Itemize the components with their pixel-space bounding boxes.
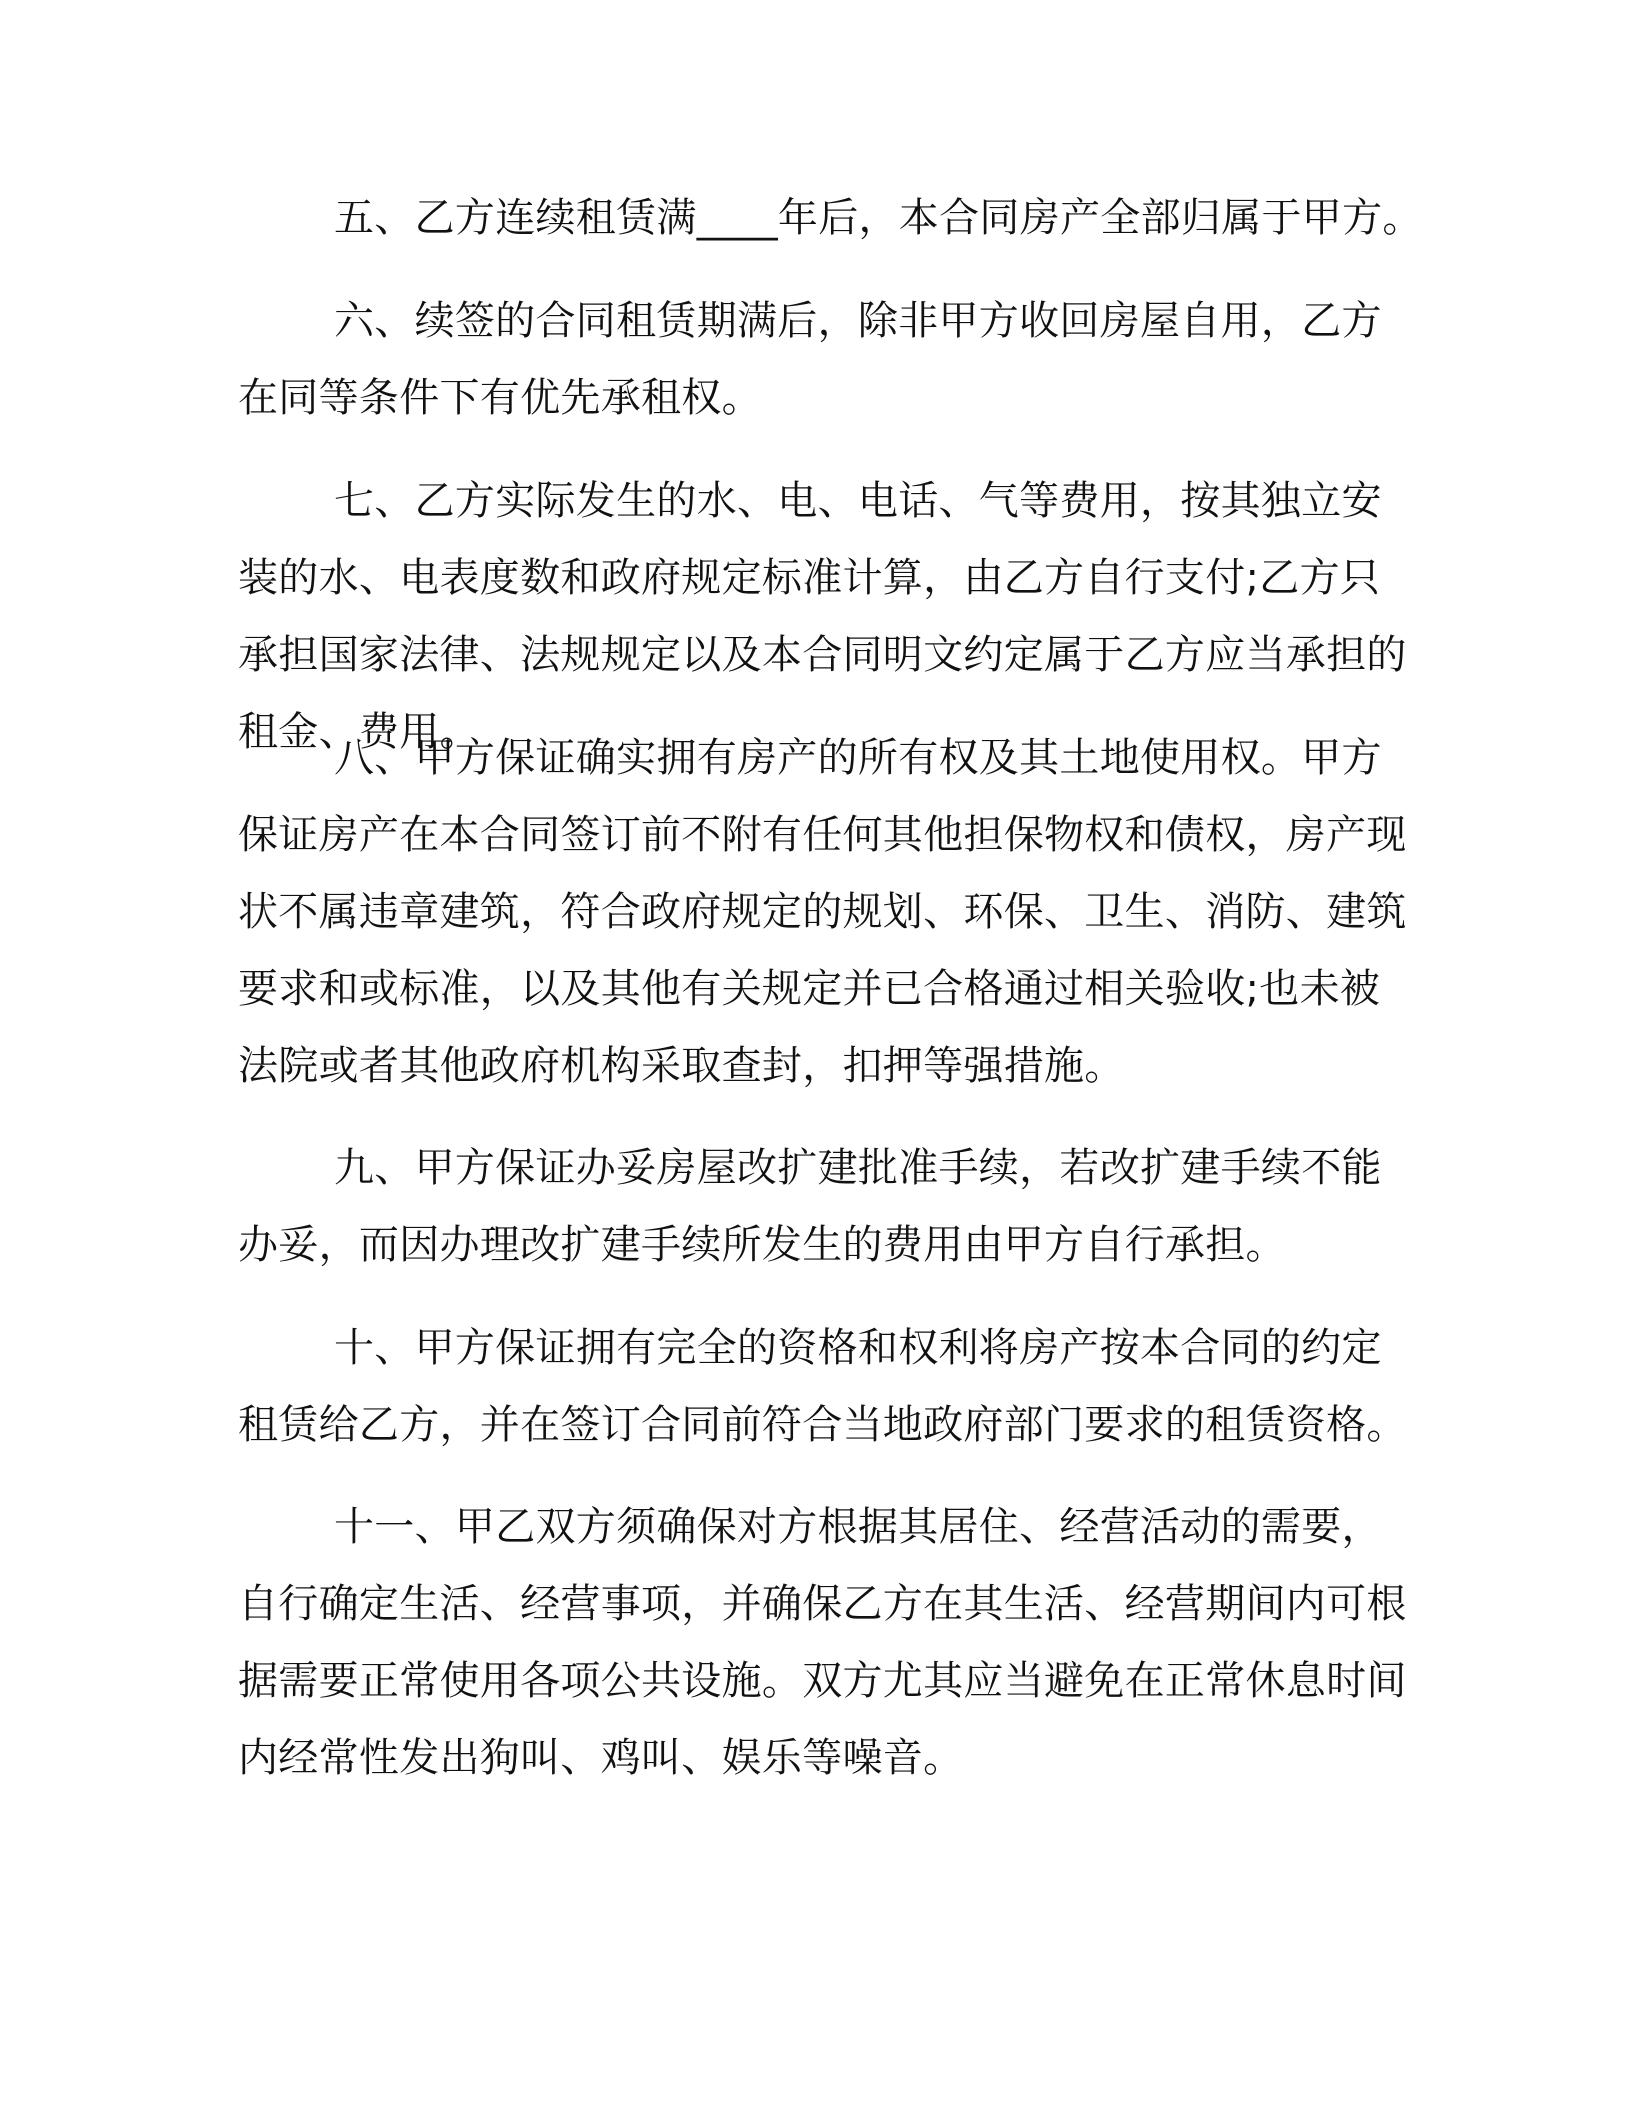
clause-10: 十、甲方保证拥有完全的资格和权利将房产按本合同的约定租赁给乙方，并在签订合同前符合当地政府部门要求的租赁资格。 xyxy=(238,1325,1407,1448)
clause-8: 八、甲方保证确实拥有房产的所有权及其土地使用权。甲方保证房产在本合同签订前不附有任何其他担保物权和债权，房产现状不属违章建筑，符合政府规定的规划、环保、卫生、消防、建筑要求和或标准，以及其他有关规定并已合格通过相关验收;也未被法院或者其他政府机构采取查封，扣押等强措施。 xyxy=(238,735,1407,1089)
clause-11: 十一、甲乙双方须确保对方根据其居住、经营活动的需要，自行确定生活、经营事项，并确保乙方在其生活、经营期间内可根据需要正常使用各项公共设施。双方尤其应当避免在正常休息时间内经常性发出狗叫、鸡叫、娱乐等噪音。 xyxy=(238,1504,1407,1781)
clause-7: 七、乙方实际发生的水、电、电话、气等费用，按其独立安装的水、电表度数和政府规定标准计算，由乙方自行支付;乙方只承担国家法律、法规规定以及本合同明文约定属于乙方应当承担的租金、费用。 xyxy=(238,478,1407,755)
clause-5: 五、乙方连续租赁满____年后，本合同房产全部归属于甲方。 xyxy=(334,195,1423,241)
clause-6: 六、续签的合同租赁期满后，除非甲方收回房屋自用，乙方在同等条件下有优先承租权。 xyxy=(238,298,1382,421)
clause-9: 九、甲方保证办妥房屋改扩建批准手续，若改扩建手续不能办妥，而因办理改扩建手续所发生的费用由甲方自行承担。 xyxy=(238,1145,1382,1268)
